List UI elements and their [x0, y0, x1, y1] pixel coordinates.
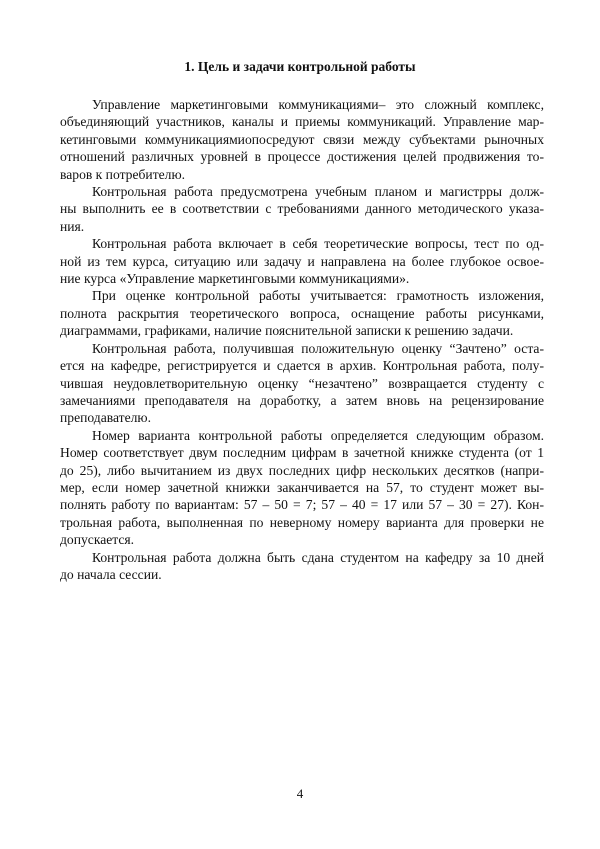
text-line: до начала сессии. [60, 566, 162, 582]
text-line: ние курса «Управление маркетинговыми коммуникациями». [60, 271, 410, 287]
paragraph [60, 340, 544, 427]
text-line: При оценке контрольной работы учитывается: грамотность изложения, [92, 288, 544, 304]
text-line: трольная работа, выполненная по неверному номеру варианта для проверки не [60, 514, 544, 530]
text-line: Контрольная работа включает в себя теоретические вопросы, тест по од- [92, 236, 544, 252]
paragraph [60, 287, 544, 339]
text-line: чившая неудовлетворительную оценку “незачтено” возвращается студенту с [60, 375, 544, 391]
text-line: мер, если номер зачетной книжки заканчивается на 57, то студент может вы- [60, 479, 544, 495]
text-line: полнота раскрытия теоретического вопроса, оснащение работы рисунками, [60, 305, 544, 321]
text-line: ния. [60, 218, 85, 234]
text-line: ной из тем курса, ситуацию или задачу и направлена на более глубокое освое- [60, 253, 544, 269]
text-line: Контрольная работа должна быть сдана студентом на кафедру за 10 дней [92, 549, 544, 565]
paragraph [60, 427, 544, 549]
paragraph [60, 183, 544, 235]
text-line: отношений различных уровней в процессе достижения целей продвижения то- [60, 149, 544, 165]
page-number: 4 [296, 786, 304, 801]
section-heading: 1. Цель и задачи контрольной работы [184, 59, 416, 74]
text-line: полнять работу по вариантам: 57 – 50 = 7; 57 – 40 = 17 или 57 – 30 = 27). Кон- [60, 497, 544, 513]
text-line: кетинговыми коммуникациямиопосредуют связи между субъектами рыночных [60, 131, 544, 147]
text-line: допускается. [60, 532, 135, 548]
text-line: Номер варианта контрольной работы определяется следующим образом. [92, 427, 544, 443]
text-line: Номер соответствует двум последним цифрам в зачетной книжке студента (от 1 [60, 445, 544, 461]
paragraph [60, 96, 544, 183]
text-line: Контрольная работа, получившая положительную оценку “Зачтено” оста- [92, 340, 544, 356]
paragraph [60, 235, 544, 287]
text-line: до 25), либо вычитанием из двух последних цифр нескольких десятков (напри- [60, 462, 544, 478]
text-line: ны выполнить ее в соответствии с требованиями данного методического указа- [60, 201, 544, 217]
text-line: Управление маркетинговыми коммуникациями– это сложный комплекс, [92, 97, 544, 112]
text-line: замечаниями преподавателя на доработку, а затем вновь на рецензирование [60, 392, 544, 408]
text-line: диаграммами, графиками, наличие пояснительной записки к решению задачи. [60, 323, 514, 339]
text-line: объединяющий участников, каналы и приемы коммуникаций. Управление мар- [60, 114, 544, 130]
paragraph [60, 549, 544, 584]
text-line: ется на кафедре, регистрируется и сдается в архив. Контрольная работа, полу- [60, 358, 544, 374]
text-line: преподавателю. [60, 410, 151, 426]
text-line: Контрольная работа предусмотрена учебным планом и магистрры долж- [92, 184, 544, 200]
text-line: варов к потребителю. [60, 166, 186, 182]
body-text [60, 96, 544, 583]
